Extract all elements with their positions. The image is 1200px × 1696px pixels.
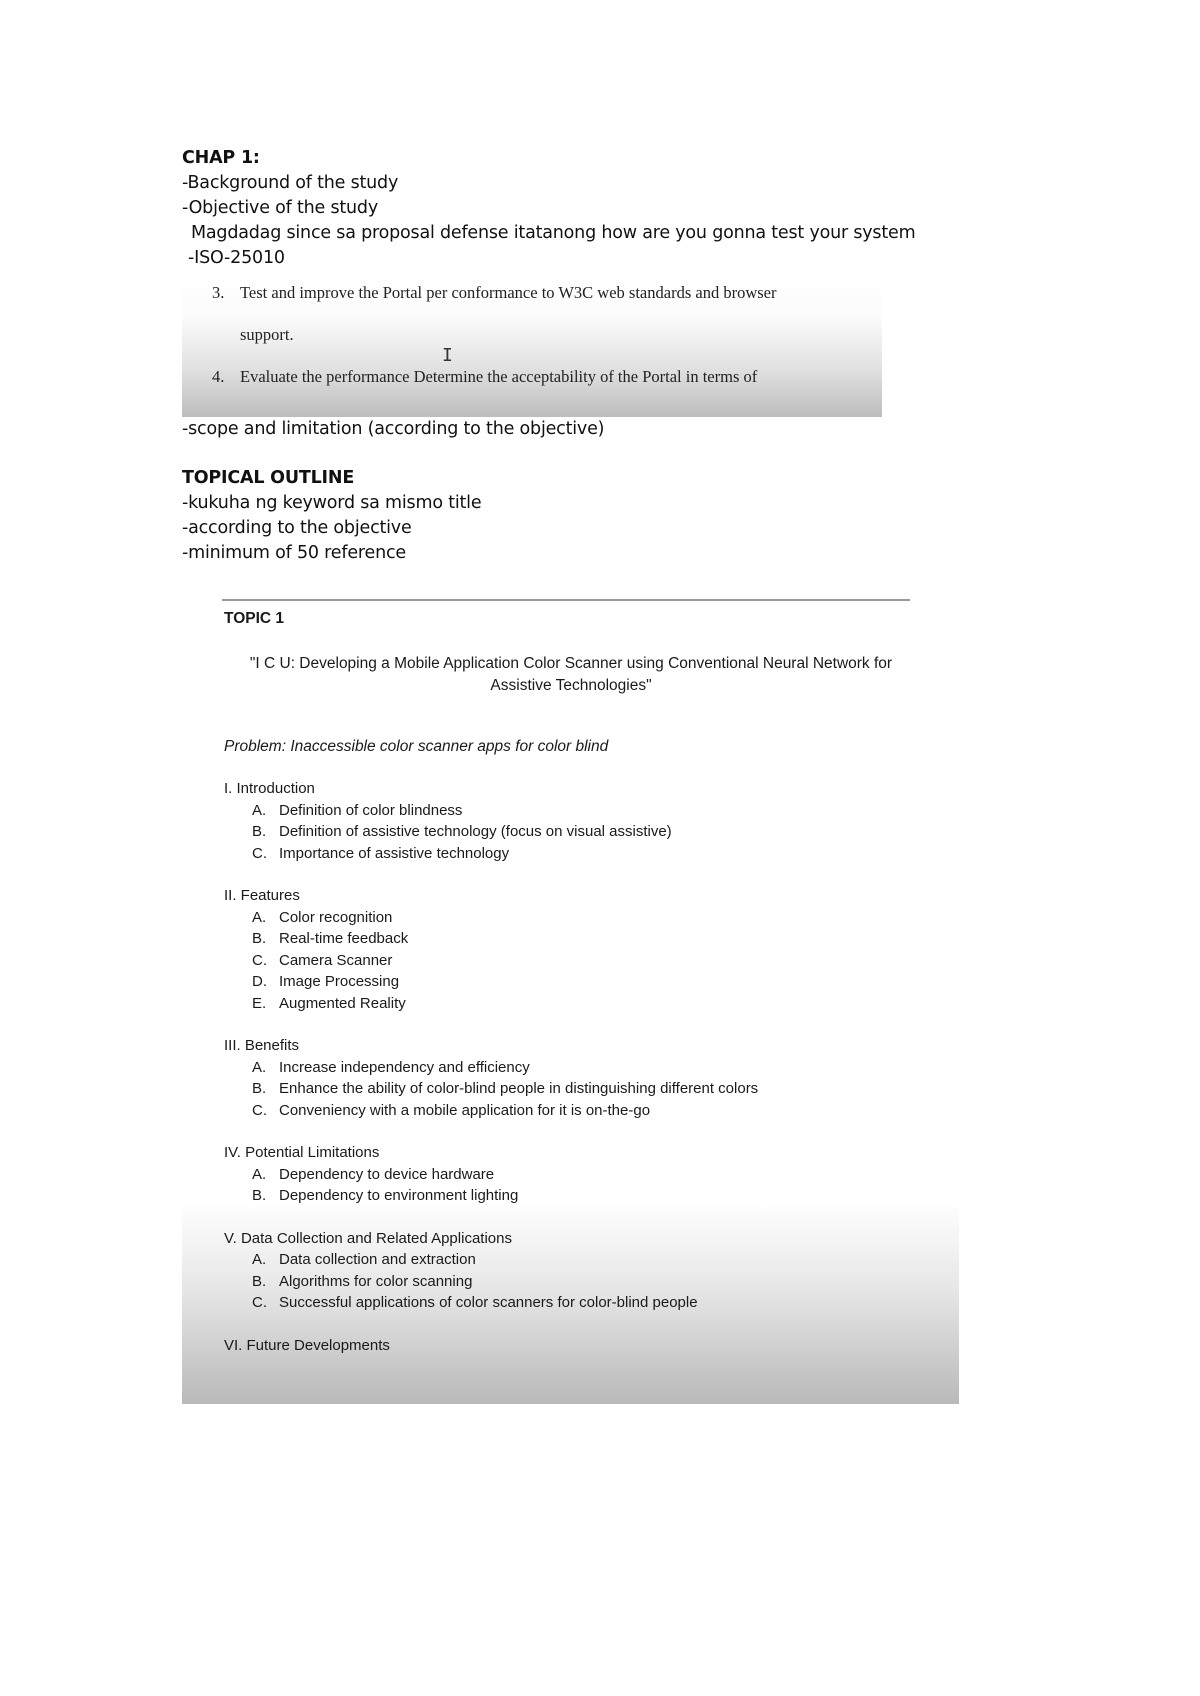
item-letter: B. [252, 1080, 267, 1097]
item-letter: C. [252, 951, 267, 969]
outline-subitem [224, 928, 758, 950]
problem-statement: Problem: Inaccessible color scanner apps for color blind [224, 738, 609, 755]
chapter-heading: CHAP 1: [182, 148, 260, 168]
topical-line-objective: -according to the objective [182, 518, 412, 538]
outline-list [224, 778, 758, 1377]
chapter-notes [182, 146, 915, 271]
item-text: Data collection and extraction [279, 1251, 476, 1268]
outline-section [224, 1228, 758, 1314]
section-heading: I. Introduction [224, 780, 315, 797]
outline-subitem [224, 800, 758, 822]
item-letter: C. [252, 844, 267, 862]
objective-item-4 [212, 367, 757, 387]
item-text: Importance of assistive technology [279, 844, 510, 862]
section-heading: VI. Future Developments [224, 1336, 390, 1354]
outline-subitem [224, 950, 758, 972]
item-text: Successful applications of color scanners for color-blind people [279, 1294, 698, 1311]
objective-item-3 [212, 283, 776, 303]
outline-section [224, 885, 758, 1014]
scope-line: -scope and limitation (according to the objective) [182, 419, 605, 439]
item-text: Definition of color blindness [279, 801, 463, 819]
note-line-objective: -Objective of the study [182, 198, 378, 218]
outline-subitem [224, 1164, 758, 1186]
topic-outline-screenshot [182, 596, 959, 1404]
topical-outline-heading: TOPICAL OUTLINE [182, 468, 355, 488]
outline-subitem [224, 821, 758, 843]
item-letter: A. [252, 801, 267, 819]
item-letter: E. [252, 994, 267, 1012]
item-text: Dependency to device hardware [279, 1165, 495, 1183]
note-line-iso: -ISO-25010 [188, 248, 285, 268]
objectives-screenshot [182, 275, 882, 417]
outline-subitem [224, 1249, 758, 1271]
item-text: Real-time feedback [279, 930, 409, 947]
objective-text: Test and improve the Portal per conformance to W3C web standards and browser [240, 283, 777, 302]
outline-subitem [224, 1078, 758, 1100]
outline-section [224, 778, 758, 864]
objective-number: 4. [212, 367, 225, 386]
outline-subitem [224, 907, 758, 929]
item-text: Conveniency with a mobile application for it is on-the-go [279, 1101, 651, 1119]
item-letter: C. [252, 1101, 267, 1119]
item-letter: B. [252, 1272, 267, 1290]
objective-text: Evaluate the performance Determine the acceptability of the Portal in terms of [240, 367, 758, 386]
section-heading: IV. Potential Limitations [224, 1144, 380, 1161]
item-text: Camera Scanner [279, 951, 393, 969]
scope-and-outline-notes [182, 417, 604, 566]
outline-subitem [224, 1271, 758, 1293]
outline-section [224, 1335, 758, 1357]
topical-line-keyword: -kukuha ng keyword sa mismo title [182, 493, 482, 513]
item-letter: A. [252, 1251, 267, 1268]
objective-text: support. [240, 325, 294, 344]
outline-subitem [224, 971, 758, 993]
item-text: Enhance the ability of color-blind people in distinguishing different colors [279, 1080, 759, 1097]
outline-subitem [224, 843, 758, 865]
item-text: Definition of assistive technology (focus on visual assistive) [279, 823, 672, 840]
outline-subitem [224, 1100, 758, 1122]
outline-subitem [224, 993, 758, 1015]
outline-subitem [224, 1292, 758, 1314]
objective-number: 3. [212, 283, 225, 302]
outline-subitem [224, 1057, 758, 1079]
objective-item-3-cont [212, 325, 294, 345]
text-cursor-icon: I [442, 345, 453, 366]
item-letter: A. [252, 1165, 267, 1183]
item-letter: B. [252, 930, 267, 947]
item-letter: A. [252, 908, 267, 926]
topic-label: TOPIC 1 [224, 610, 285, 627]
section-heading: V. Data Collection and Related Applications [224, 1229, 512, 1247]
note-line-background: -Background of the study [182, 173, 399, 193]
item-letter: B. [252, 823, 267, 840]
section-heading: III. Benefits [224, 1037, 300, 1054]
item-text: Color recognition [279, 908, 393, 926]
item-letter: D. [252, 973, 267, 990]
outline-subitem [224, 1185, 758, 1207]
topic-title: "I C U: Developing a Mobile Application Color Scanner using Conventional Neural Network for Assistive Technologies" [249, 655, 893, 694]
item-letter: B. [252, 1187, 267, 1204]
divider [222, 599, 910, 601]
section-heading: II. Features [224, 887, 300, 904]
item-letter: A. [252, 1058, 267, 1076]
outline-section [224, 1142, 758, 1207]
item-text: Augmented Reality [279, 994, 406, 1012]
note-line-proposal-defense: Magdadag since sa proposal defense itatanong how are you gonna test your system [191, 223, 916, 243]
item-text: Algorithms for color scanning [279, 1272, 473, 1290]
item-text: Image Processing [279, 973, 400, 990]
outline-section [224, 1035, 758, 1121]
item-text: Dependency to environment lighting [279, 1187, 519, 1204]
item-text: Increase independency and efficiency [279, 1058, 530, 1076]
item-letter: C. [252, 1294, 267, 1311]
topical-line-reference: -minimum of 50 reference [182, 543, 406, 563]
